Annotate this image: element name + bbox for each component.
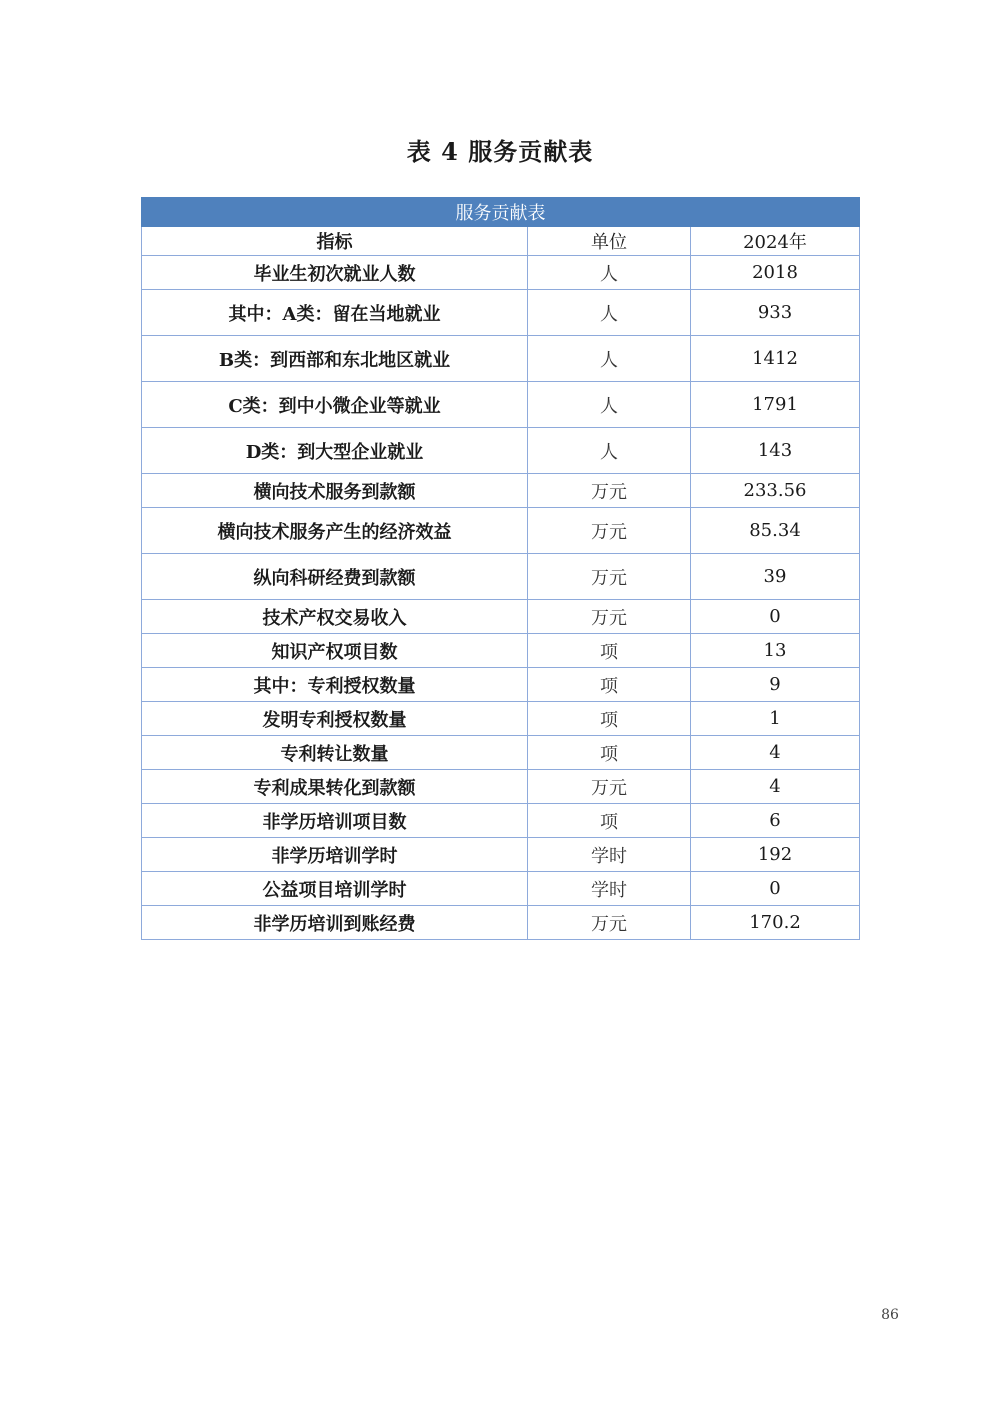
row-unit: 项: [528, 668, 691, 702]
table-row: [142, 736, 860, 770]
page-number: 86: [881, 1307, 899, 1323]
table-row: [142, 668, 860, 702]
table-header-row: [142, 227, 860, 256]
row-value: 1791: [691, 382, 860, 428]
table-row: [142, 872, 860, 906]
row-indicator: 横向技术服务到款额: [142, 474, 528, 508]
row-indicator: 非学历培训学时: [142, 838, 528, 872]
row-indicator: 发明专利授权数量: [142, 702, 528, 736]
row-indicator: 毕业生初次就业人数: [142, 256, 528, 290]
row-value: 2018: [691, 256, 860, 290]
table-row: [142, 770, 860, 804]
row-indicator: 横向技术服务产生的经济效益: [142, 508, 528, 554]
row-indicator: 其中：专利授权数量: [142, 668, 528, 702]
row-value: 1: [691, 702, 860, 736]
table-row: [142, 382, 860, 428]
row-unit: 学时: [528, 838, 691, 872]
table-row: [142, 508, 860, 554]
table-row: [142, 804, 860, 838]
table-row: [142, 428, 860, 474]
row-indicator: D类：到大型企业就业: [142, 428, 528, 474]
row-unit: 万元: [528, 554, 691, 600]
table-row: [142, 474, 860, 508]
row-indicator: B类：到西部和东北地区就业: [142, 336, 528, 382]
table-body: [142, 256, 860, 940]
table-row: [142, 838, 860, 872]
service-contribution-table-container: [141, 197, 859, 940]
row-value: 4: [691, 770, 860, 804]
row-unit: 人: [528, 428, 691, 474]
row-value: 1412: [691, 336, 860, 382]
row-value: 170.2: [691, 906, 860, 940]
row-unit: 万元: [528, 474, 691, 508]
table-row: [142, 600, 860, 634]
row-indicator: 非学历培训项目数: [142, 804, 528, 838]
row-indicator: 技术产权交易收入: [142, 600, 528, 634]
row-indicator: 其中：A类：留在当地就业: [142, 290, 528, 336]
row-unit: 万元: [528, 906, 691, 940]
row-value: 933: [691, 290, 860, 336]
table-row: [142, 634, 860, 668]
service-contribution-table: [141, 197, 860, 940]
row-unit: 人: [528, 290, 691, 336]
page-title: 表 4 服务贡献表: [406, 137, 594, 166]
table-row: [142, 256, 860, 290]
row-value: 85.34: [691, 508, 860, 554]
row-value: 143: [691, 428, 860, 474]
row-value: 192: [691, 838, 860, 872]
row-unit: 项: [528, 634, 691, 668]
table-row: [142, 290, 860, 336]
table-banner-row: [142, 198, 860, 227]
header-indicator: 指标: [142, 227, 528, 256]
row-unit: 项: [528, 736, 691, 770]
row-unit: 人: [528, 382, 691, 428]
row-unit: 项: [528, 702, 691, 736]
row-unit: 万元: [528, 770, 691, 804]
row-unit: 万元: [528, 508, 691, 554]
table-row: [142, 702, 860, 736]
row-value: 9: [691, 668, 860, 702]
row-unit: 人: [528, 336, 691, 382]
row-indicator: 公益项目培训学时: [142, 872, 528, 906]
row-value: 13: [691, 634, 860, 668]
table-banner: 服务贡献表: [142, 198, 860, 227]
row-indicator: 非学历培训到账经费: [142, 906, 528, 940]
row-indicator: 专利转让数量: [142, 736, 528, 770]
row-value: 0: [691, 600, 860, 634]
header-year: 2024年: [691, 227, 860, 256]
table-row: [142, 554, 860, 600]
row-indicator: 专利成果转化到款额: [142, 770, 528, 804]
table-row: [142, 336, 860, 382]
row-value: 233.56: [691, 474, 860, 508]
row-indicator: 纵向科研经费到款额: [142, 554, 528, 600]
table-row: [142, 906, 860, 940]
row-value: 0: [691, 872, 860, 906]
row-value: 39: [691, 554, 860, 600]
row-unit: 学时: [528, 872, 691, 906]
row-unit: 项: [528, 804, 691, 838]
row-value: 4: [691, 736, 860, 770]
row-indicator: 知识产权项目数: [142, 634, 528, 668]
header-unit: 单位: [528, 227, 691, 256]
row-value: 6: [691, 804, 860, 838]
row-unit: 人: [528, 256, 691, 290]
row-unit: 万元: [528, 600, 691, 634]
row-indicator: C类：到中小微企业等就业: [142, 382, 528, 428]
